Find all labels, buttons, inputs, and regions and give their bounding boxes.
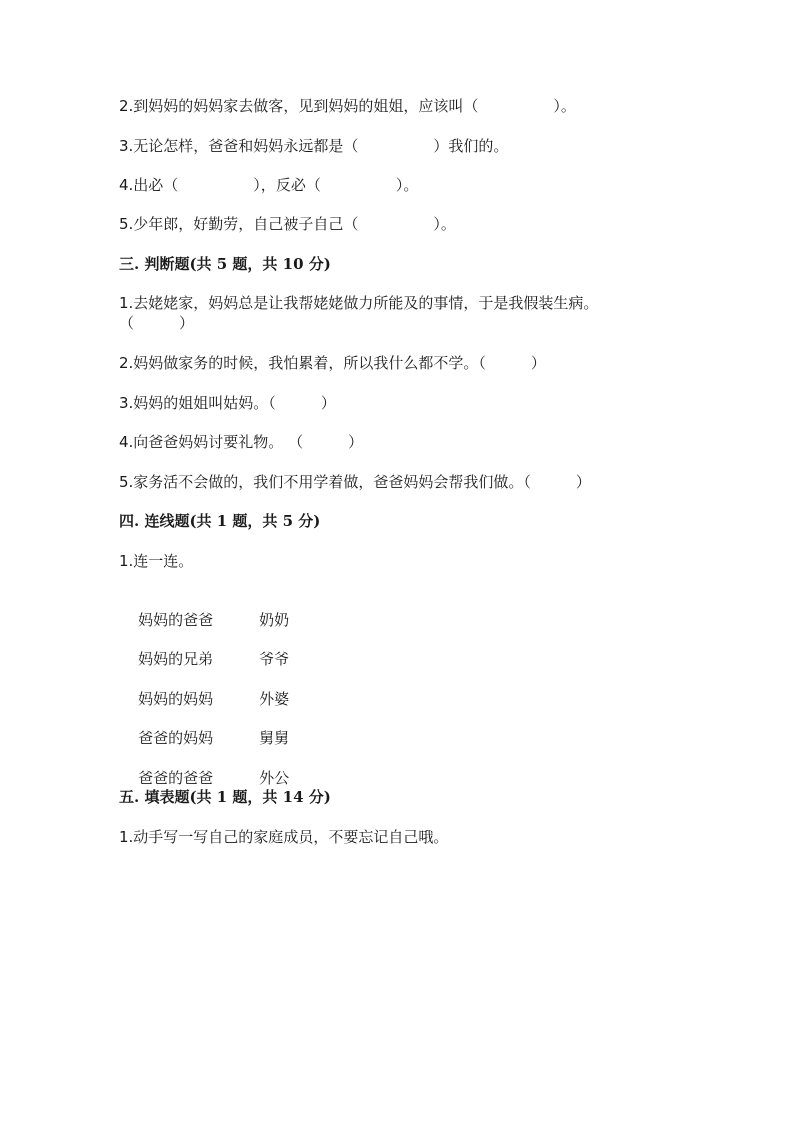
judge-question-1-answer-blank: （ ）	[119, 314, 195, 332]
table-fill-question-1: 1.动手写一写自己的家庭成员，不要忘记自己哦。	[119, 828, 449, 846]
judge-question-1: 1.去姥姥家，妈妈总是让我帮姥姥做力所能及的事情，于是我假装生病。	[119, 294, 599, 312]
table-fill-section-heading: 五. 填表题(共 1 题，共 14 分)	[119, 788, 331, 806]
fill-blank-question-2: 2.到妈妈的妈妈家去做客，见到妈妈的姐姐，应该叫（ ）。	[119, 97, 576, 115]
judge-question-4: 4.向爸爸妈妈讨要礼物。 （ ）	[119, 433, 364, 451]
judge-question-2: 2.妈妈做家务的时候，我怕累着，所以我什么都不学。（ ）	[119, 354, 546, 372]
fill-blank-question-5: 5.少年郎，好勤劳，自己被子自己（ ）。	[119, 215, 456, 233]
matching-left-item: 妈妈的妈妈	[138, 690, 214, 708]
matching-right-item: 爷爷	[259, 650, 290, 668]
fill-blank-question-4: 4.出必（ ），反必（ ）。	[119, 176, 419, 194]
judge-section-heading: 三. 判断题(共 5 题，共 10 分)	[119, 255, 331, 273]
matching-left-item: 爸爸的爸爸	[138, 769, 214, 787]
matching-left-item: 爸爸的妈妈	[138, 729, 214, 747]
matching-right-item: 外婆	[259, 690, 290, 708]
matching-section-heading: 四. 连线题(共 1 题，共 5 分)	[119, 512, 321, 530]
matching-left-item: 妈妈的兄弟	[138, 650, 214, 668]
judge-question-3: 3.妈妈的姐姐叫姑妈。（ ）	[119, 394, 336, 412]
judge-question-5: 5.家务活不会做的，我们不用学着做，爸爸妈妈会帮我们做。（ ）	[119, 473, 591, 491]
matching-left-item: 妈妈的爸爸	[138, 611, 214, 629]
matching-right-item: 奶奶	[259, 611, 290, 629]
fill-blank-question-3: 3.无论怎样，爸爸和妈妈永远都是（ ）我们的。	[119, 137, 509, 155]
matching-right-item: 外公	[259, 769, 290, 787]
matching-right-item: 舅舅	[259, 729, 290, 747]
matching-question-1: 1.连一连。	[119, 552, 194, 570]
